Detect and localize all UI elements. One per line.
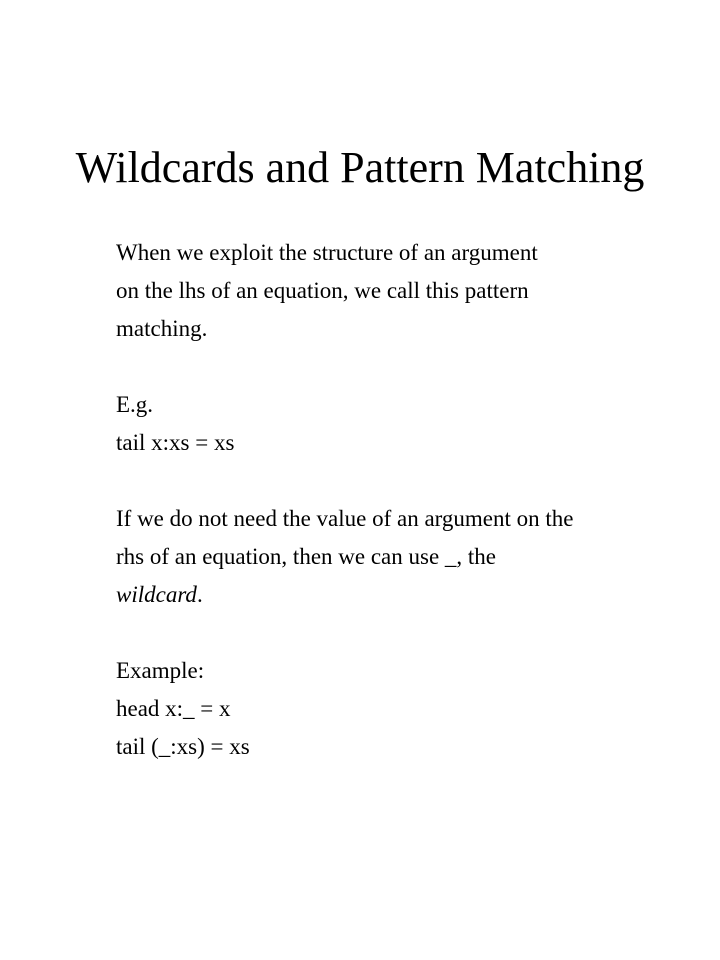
spacer <box>116 462 696 500</box>
wildcard-term: wildcard <box>116 582 197 607</box>
wildcard-text-line-3 <box>116 576 696 614</box>
wildcard-term-period: . <box>196 582 203 607</box>
example-label: Example: <box>116 658 205 683</box>
slide-body <box>116 234 696 766</box>
pattern-matching-text-line-2: on the lhs of an equation, we call this pattern <box>116 278 529 303</box>
wildcard-text-line-2: rhs of an equation, then we can use _, the <box>116 544 497 569</box>
eg-label: E.g. <box>116 392 154 417</box>
pattern-matching-text-line-1: When we exploit the structure of an argument <box>116 240 538 265</box>
eg-code-line: tail x:xs = xs <box>116 430 235 455</box>
example-code-line-2: tail (_:xs) = xs <box>116 734 250 759</box>
example-code-line-1: head x:_ = x <box>116 696 231 721</box>
spacer <box>116 348 696 386</box>
wildcard-text-line-1: If we do not need the value of an argument on the <box>116 506 574 531</box>
spacer <box>116 614 696 652</box>
pattern-matching-text-line-3: matching. <box>116 316 208 341</box>
slide-title: Wildcards and Pattern Matching <box>75 143 645 192</box>
